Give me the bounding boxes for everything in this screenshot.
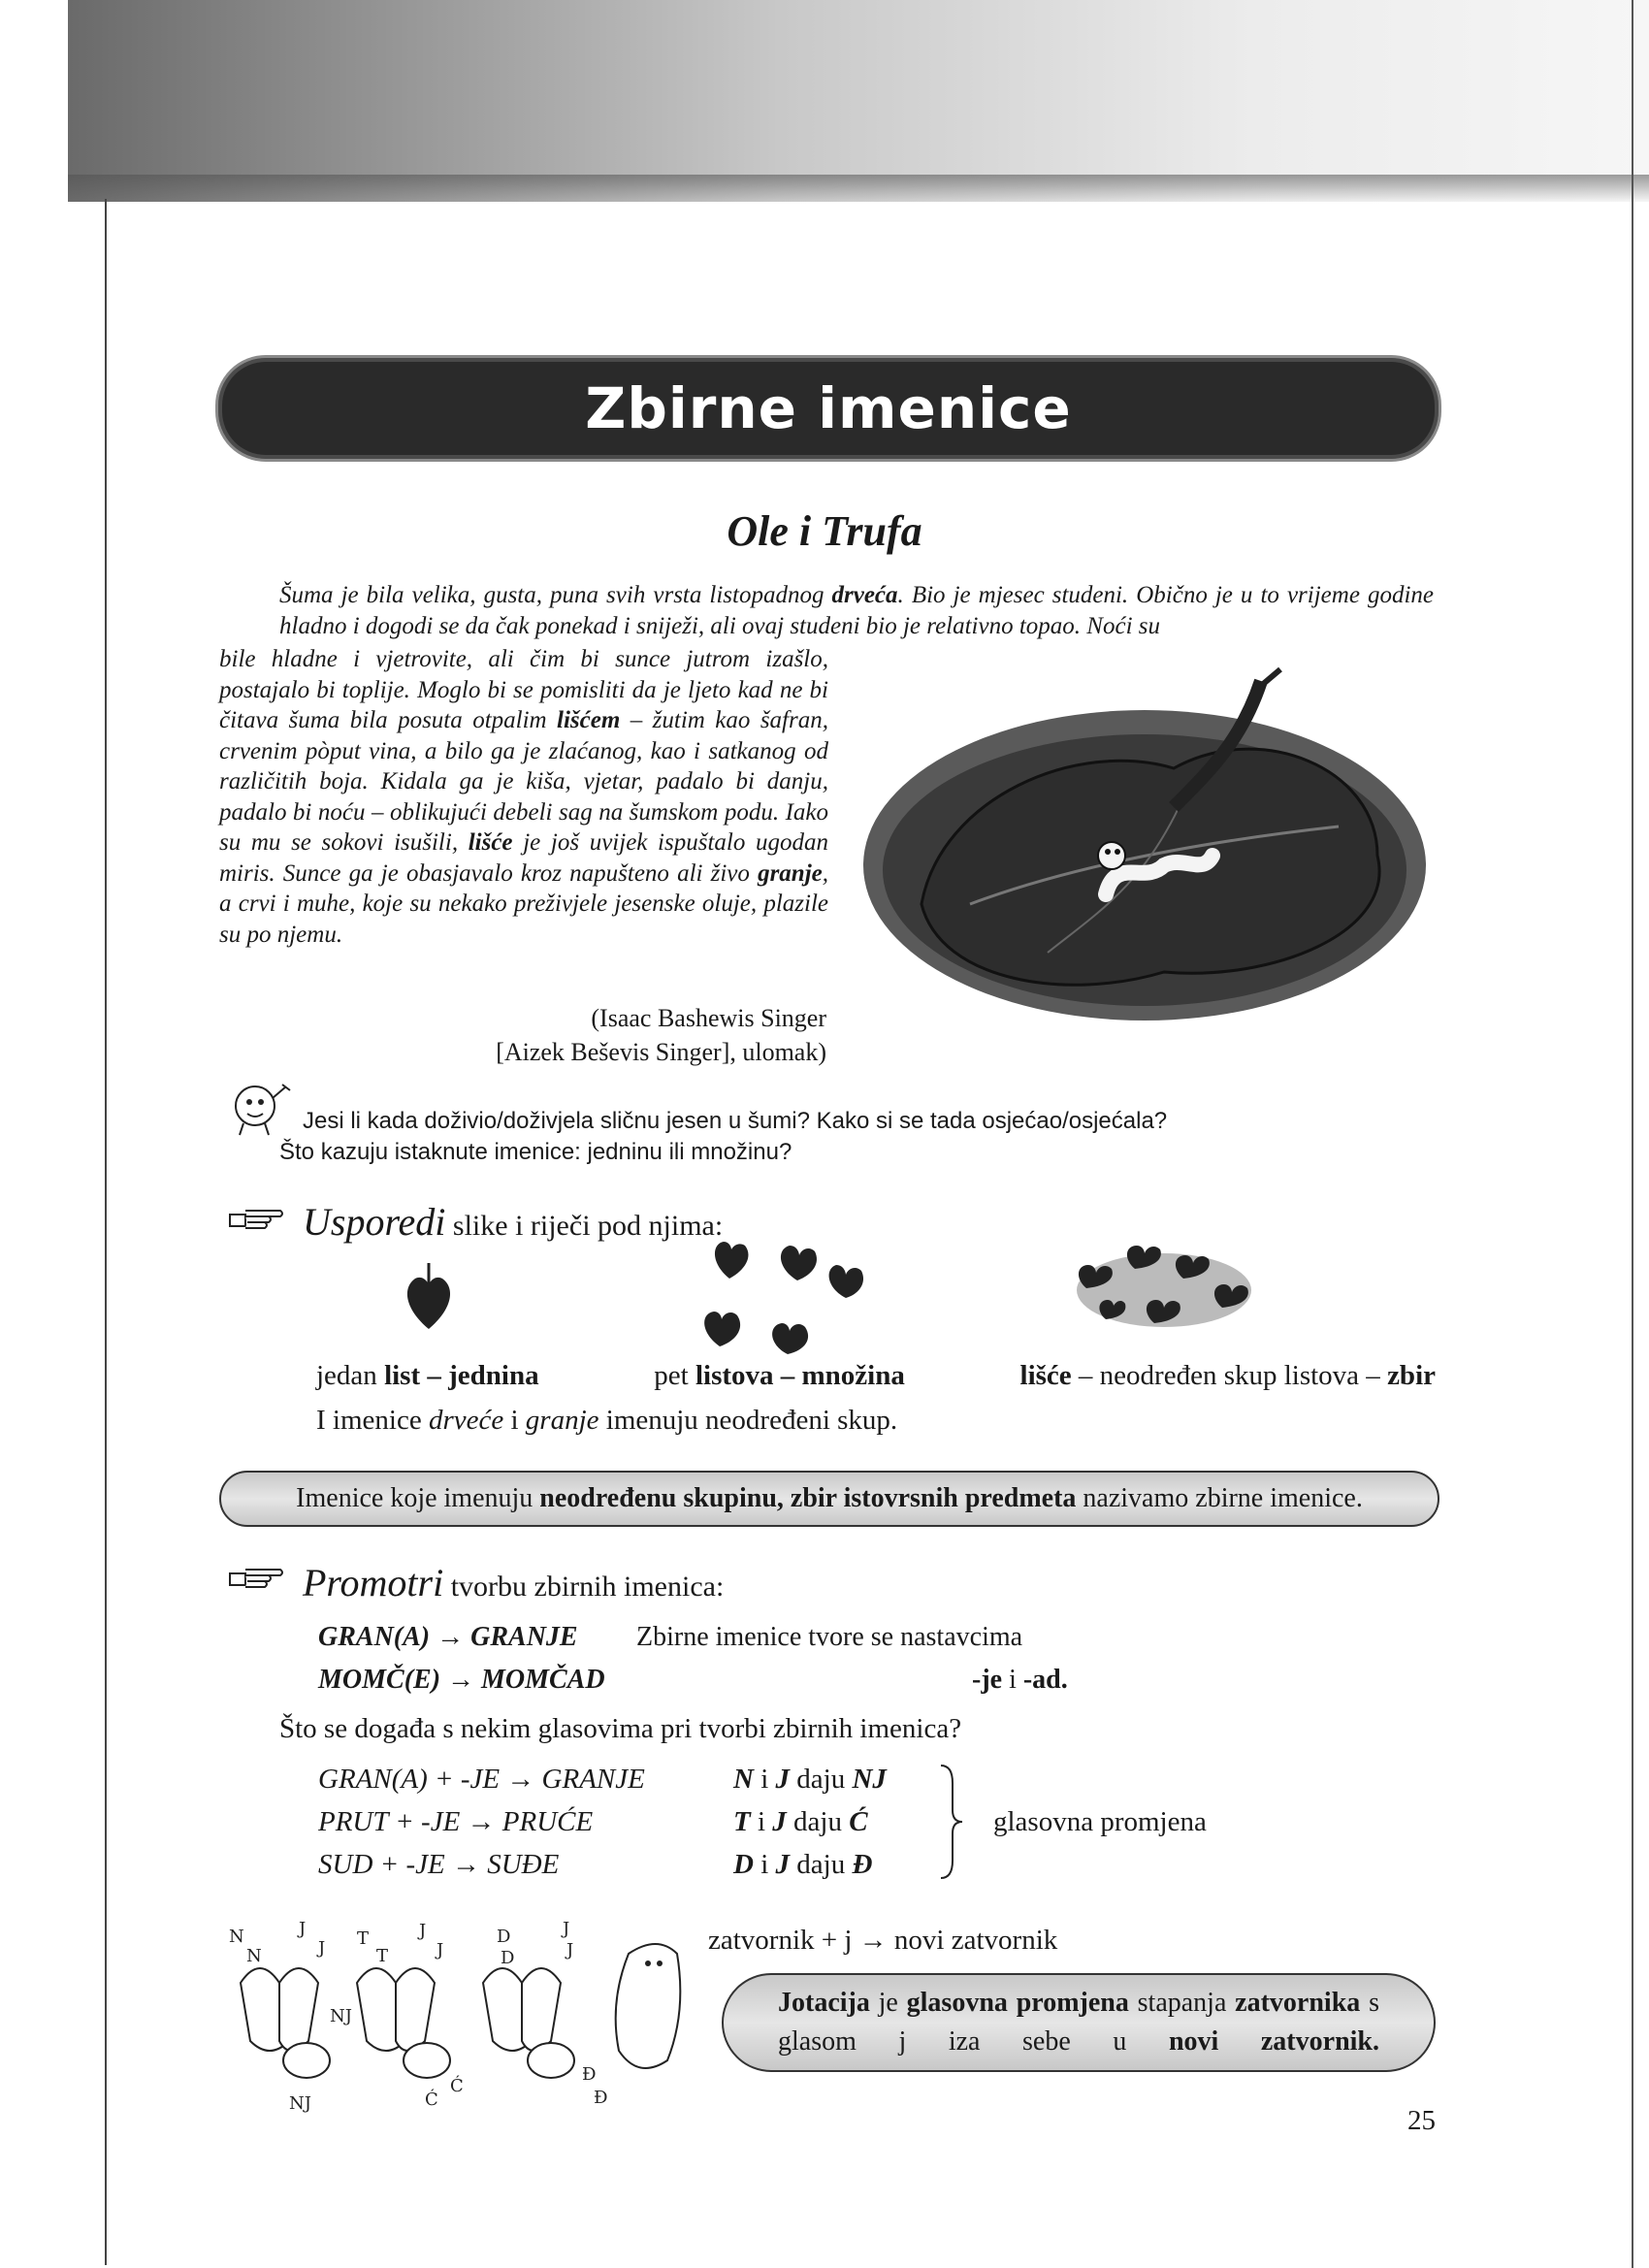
cartoon-letter: J — [563, 1919, 570, 1939]
example-momcad — [318, 1665, 605, 1696]
jot-bold: Jotacija — [778, 1988, 870, 2018]
question-2: Što kazuju istaknute imenice: jedninu ili množinu? — [279, 1139, 792, 1165]
suffix-period: . — [1060, 1665, 1068, 1695]
note-text: imenuju neodređeni skup. — [598, 1405, 898, 1436]
top-gray-band — [68, 0, 1649, 202]
sound-letter: J — [775, 1849, 791, 1880]
note-italic: drveće — [428, 1405, 504, 1436]
pointing-hand-icon — [226, 1560, 286, 1593]
jot-period: . — [1373, 2026, 1379, 2057]
cartoon-letter: Đ — [582, 2064, 597, 2085]
equation-granje: GRAN(A) + -JE → GRANJE — [318, 1764, 645, 1795]
suffix-and: i — [1002, 1665, 1023, 1695]
jotation-definition-box — [722, 1973, 1436, 2072]
cartoon-letter: Đ — [594, 2088, 608, 2108]
leaf-worm-illustration — [854, 662, 1436, 1030]
jot-text: s glasom j iza sebe u — [778, 1988, 1379, 2057]
jot-bold: novi zatvornik — [1168, 2026, 1373, 2057]
cartoon-letter: J — [318, 1938, 326, 1959]
sound-text: daju — [790, 1849, 853, 1880]
example-text: MOMČ(E) → MOMČAD — [318, 1665, 605, 1695]
cartoon-letter: J — [419, 1921, 427, 1941]
suffix-rule: Zbirne imenice tvore se nastavcima — [636, 1622, 1023, 1652]
top-band-shadow — [68, 175, 1649, 202]
title-banner — [215, 355, 1441, 462]
jot-text: stapanja — [1128, 1988, 1236, 2018]
highlight-lisce: lišće — [468, 829, 513, 856]
sound-question: Što se događa s nekim glasovima pri tvorbi zbirnih imenica? — [279, 1713, 962, 1744]
example-granje — [318, 1622, 578, 1653]
label-plural — [654, 1360, 905, 1392]
suffix-ad: -ad — [1022, 1665, 1061, 1695]
cartoon-letter: Ć — [425, 2090, 438, 2110]
cartoon-letter: NJ — [330, 2006, 352, 2026]
label-collective — [1020, 1360, 1436, 1392]
cartoon-letter: T — [357, 1928, 370, 1949]
label-bold: jednina — [448, 1360, 539, 1391]
label-dash: – — [420, 1360, 449, 1391]
label-bold: list — [384, 1360, 421, 1391]
story-title: Ole i Trufa — [727, 507, 922, 555]
sound-rule-nj — [733, 1764, 887, 1796]
story-segment: – žutim kao šafran, crvenim pòput vina, a bilo ga je zlaćanog, kao i satkanog od različitih boja. Kidala ga je kiša, vjetar, padalo bi danju, padalo bi noću – oblikujući debeli sag na šumskom podu. Iako su mu se sokovi isušili, — [219, 707, 828, 856]
def-text: nazivamo zbirne imenice. — [1076, 1483, 1363, 1513]
def-text: Imenice koje imenuju — [296, 1483, 540, 1513]
sound-letter: N — [733, 1764, 754, 1795]
suffix-je: -je — [972, 1665, 1003, 1695]
story-segment: Šuma je bila velika, gusta, puna svih vrsta listopadnog — [279, 582, 832, 608]
jotation-cartoon-illustration — [221, 1915, 706, 2117]
cartoon-letter: J — [299, 1919, 307, 1939]
cartoon-letter: D — [501, 1948, 515, 1968]
compare-rest: slike i riječi pod njima: — [445, 1210, 724, 1242]
cartoon-letter: T — [376, 1946, 389, 1966]
sound-text: i — [753, 1764, 776, 1795]
story-segment: je još uvijek ispuštalo ugodan miris. Sunce ga je obasjavalo kroz napušteno ali živo — [219, 829, 828, 887]
highlight-granje: granje — [758, 859, 823, 887]
author-line-1: (Isaac Bashewis Singer — [591, 1004, 826, 1032]
jotation-formula: zatvornik + j → novi zatvornik — [708, 1925, 1058, 1956]
label-text: pet — [654, 1360, 695, 1391]
sound-letter: Đ — [852, 1849, 873, 1880]
sound-text: i — [750, 1806, 773, 1837]
sound-rule-c — [733, 1806, 868, 1838]
sound-letter: T — [733, 1806, 751, 1837]
sound-text: daju — [790, 1764, 853, 1795]
sound-change-label: glasovna promjena — [993, 1806, 1207, 1837]
pointing-hand-icon — [226, 1201, 286, 1234]
page-title: Zbirne imenice — [585, 375, 1072, 441]
sound-letter: Ć — [849, 1806, 868, 1837]
cartoon-letter: Ć — [450, 2076, 464, 2096]
highlight-liscem: lišćem — [557, 707, 621, 733]
label-bold: listova — [695, 1360, 774, 1391]
note-text: I imenice — [316, 1405, 429, 1436]
story-paragraph-full — [279, 580, 1434, 641]
label-dash: – — [773, 1360, 802, 1391]
cartoon-letter: N — [229, 1927, 244, 1947]
story-paragraph-narrow — [219, 644, 828, 950]
sound-rule-dj — [733, 1849, 872, 1881]
author-line-2: [Aizek Beševis Singer], ulomak) — [496, 1038, 826, 1066]
sound-letter: D — [733, 1849, 754, 1880]
cartoon-letter: J — [566, 1940, 574, 1960]
right-margin-rule — [1632, 0, 1633, 2268]
observe-rest: tvorbu zbirnih imenica: — [443, 1571, 725, 1603]
author-attribution — [291, 1001, 826, 1069]
definition-text — [296, 1483, 1363, 1514]
observe-verb: Promotri — [303, 1561, 444, 1604]
jotation-definition-text — [778, 1984, 1379, 2061]
note-text: i — [503, 1405, 526, 1436]
suffix-list — [972, 1665, 1068, 1696]
label-text: jedan — [316, 1360, 385, 1391]
cartoon-letter: J — [436, 1940, 444, 1960]
equation-sude: SUD + -JE → SUĐE — [318, 1849, 560, 1880]
sound-letter: NJ — [852, 1764, 887, 1795]
label-bold: lišće — [1019, 1360, 1072, 1391]
sound-letter: J — [772, 1806, 787, 1837]
cartoon-letter: N — [246, 1946, 262, 1966]
story-segment: . Bio je mjesec studeni. Obično je u to vrijeme godine hladno i dogodi se da čak ponekad i sniježi, ali ovaj studeni bio je relativno topao. Noći su — [279, 582, 1434, 639]
jot-text: je — [869, 1988, 907, 2018]
label-singular — [316, 1360, 539, 1392]
label-bold: zbir — [1387, 1360, 1436, 1391]
cartoon-letter: NJ — [289, 2093, 311, 2114]
jot-bold: zatvornika — [1235, 1988, 1361, 2018]
story-segment: , a crvi i muhe, koje su nekako preživjele jesenske oluje, plazile su po njemu. — [219, 859, 828, 948]
cartoon-letter: D — [497, 1927, 511, 1947]
right-brace-icon — [939, 1764, 964, 1880]
question-1: Jesi li kada doživio/doživjela sličnu jesen u šumi? Kako si se tada osjećao/osjećala? — [303, 1108, 1168, 1134]
compare-instruction — [303, 1199, 723, 1245]
highlight-drvece: drveća — [831, 582, 898, 608]
leaf-labels-row — [316, 1360, 1436, 1392]
label-text: – neodređen skup listova – — [1071, 1360, 1388, 1391]
page-number: 25 — [1407, 2105, 1436, 2136]
single-leaf-icon — [400, 1259, 458, 1337]
sound-letter: J — [775, 1764, 791, 1795]
compare-verb: Usporedi — [303, 1200, 446, 1244]
sound-text: daju — [786, 1806, 850, 1837]
equation-pruce: PRUT + -JE → PRUĆE — [318, 1806, 594, 1837]
thinking-mascot-icon — [226, 1079, 294, 1139]
observe-instruction — [303, 1560, 724, 1605]
five-leaves-icon — [691, 1230, 875, 1362]
collective-note — [316, 1405, 897, 1437]
jot-bold: glasovna promjena — [906, 1988, 1129, 2018]
label-bold: množina — [801, 1360, 905, 1391]
note-italic: granje — [525, 1405, 599, 1436]
sound-text: i — [753, 1849, 776, 1880]
leaf-pile-icon — [1067, 1230, 1261, 1335]
example-text: GRAN(A) → GRANJE — [318, 1622, 578, 1652]
def-bold: neodređenu skupinu, zbir istovrsnih predmeta — [539, 1483, 1077, 1513]
story-segment: bile hladne i vjetrovite, ali čim bi sunce jutrom izašlo, postajalo bi toplije. Moglo bi se pomisliti da je ljeto kad ne bi čitava šuma bila posuta otpalim — [219, 646, 828, 733]
definition-box — [219, 1471, 1439, 1527]
